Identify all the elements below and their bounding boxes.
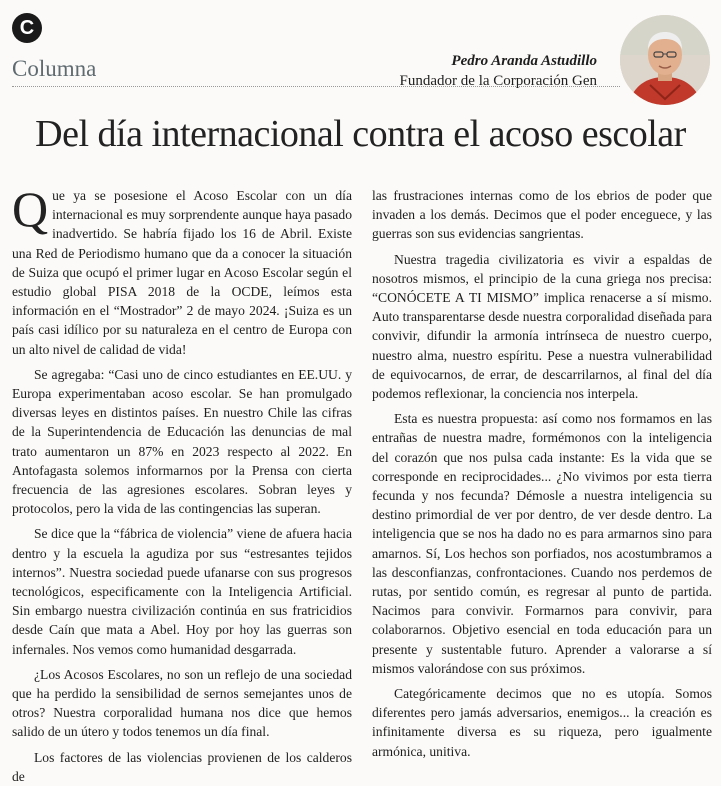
author-avatar <box>620 15 710 105</box>
section-badge: C <box>12 13 42 43</box>
article-body <box>12 181 712 784</box>
article-column-left <box>12 181 352 784</box>
article-paragraph: Nuestra tragedia civilizatoria es vivir a espaldas de nosotros mismos, el principio de la cuna griega nos precisa: “CONÓCETE A TI MISMO” implica renacerse a sí mismo. Auto transparentarse desde nuestra corporalidad diseñada para convivir, difundir la armonía intrínseca de nuestro cuerpo, nuestro alma, nuestro espíritu. Pese a nuestra vulnerabilidad de equivocarnos, de errar, de descarrilarnos, al final del día podemos reflexionar, la conciencia nos interpela. <box>372 251 712 402</box>
article-paragraph: Categóricamente decimos que no es utopía. Somos diferentes pero jamás adversarios, enemigos... la creación es infinitamente diversa es su riqueza, pero igualmente armónica, unitiva. <box>372 686 712 759</box>
article-column-right <box>372 186 712 759</box>
author-role: Fundador de la Corporación Gen <box>399 73 597 89</box>
article-paragraph: Se agregaba: “Casi uno de cinco estudiantes en EE.UU. y Europa experimentaban acoso escolar. Se han promulgado diversas leyes en distintos países. En nuestro Chile las cifras de la Superintendencia de Educación las denuncias de mal trato aumentaron un 87% en 2023 respecto al 2022. En Antofagasta solemos informarnos por la Prensa con cierta frecuencia de las agresiones escolares. Sobran leyes y protocolos, pero la vida de las contingencias las superan. <box>12 366 352 517</box>
author-name: Pedro Aranda Astudillo <box>451 53 597 69</box>
author-block <box>400 51 597 91</box>
article-paragraph: Se dice que la “fábrica de violencia” viene de afuera hacia dentro y la escuela la agudiza por sus “estresantes tejidos internos”. Nuestra sociedad puede ufanarse con sus progresos tecnológicos, especificamente con la Inteligencia Artificial. Sin embargo nuestra civilización continúa en sus fratricidios desde Caín que mata a Abel. Hoy por hoy las guerras son infernales. Nos vemos como humanidad desgarrada. <box>12 526 352 657</box>
article-paragraph: las frustraciones internas como de los ebrios de poder que invaden a los demás. Decimos que el poder enceguece, y las guerras son sus evidencias sangrientas. <box>372 188 712 242</box>
article-paragraph: ¿Los Acosos Escolares, no son un reflejo de una sociedad que ha perdido la sensibilidad de sernos semejantes unos de otros? Nuestra corporalidad humana nos dice que hemos salido de un útero y todos tenemos un día final. <box>12 666 352 740</box>
headline: Del día internacional contra el acoso escolar <box>35 113 686 155</box>
drop-cap: Q <box>12 181 49 237</box>
article-paragraph: Esta es nuestra propuesta: así como nos formamos en las entrañas de nuestra madre, formémonos con la inteligencia del corazón que nos pulsa cada instante: Es la vida que se corresponde en reciprocidades... ¿No vivimos por esta tierra fecunda y nos fecunda? Démosle a nuestra inteligencia su destino primordial de ver por dentro, de ver desde dentro. La inteligencia que se nos ha dado no es para armarnos sino para amarnos. Sí, Los hechos son porfiados, nos acostumbramos a las desconfianzas, confrontaciones. Cuando nos perdemos de rutas, por sentido común, es regresar al punto de partida. Nacimos para convivir. Formarnos para convivir, para colaborarnos. Objetivo esencial en toda educación para un presente y sustentable futuro. Aprender a valorarse a sí mismos valorándose con sus próximos. <box>372 411 712 676</box>
section-label: Columna <box>12 56 97 81</box>
author-portrait-icon <box>620 15 710 105</box>
article-paragraph: Que ya se posesione el Acoso Escolar con un día internacional es muy sorprendente aunque haya pasado inadvertido. Se habría fijado los 16 de Abril. Existe una Red de Periodismo humano que da a conocer la situación de Suiza que ocupó el primer lugar en Acoso Escolar según el estudio global PISA 2018 de la OCDE, leímos esta información en el “Mostrador” 2 de mayo 2024. ¡Suiza es un país casi idílico por su naturaleza en el centro de Europa con un alto nivel de calidad de vida! <box>12 181 352 357</box>
article-paragraph: Los factores de las violencias provienen de los calderos de <box>12 749 352 784</box>
